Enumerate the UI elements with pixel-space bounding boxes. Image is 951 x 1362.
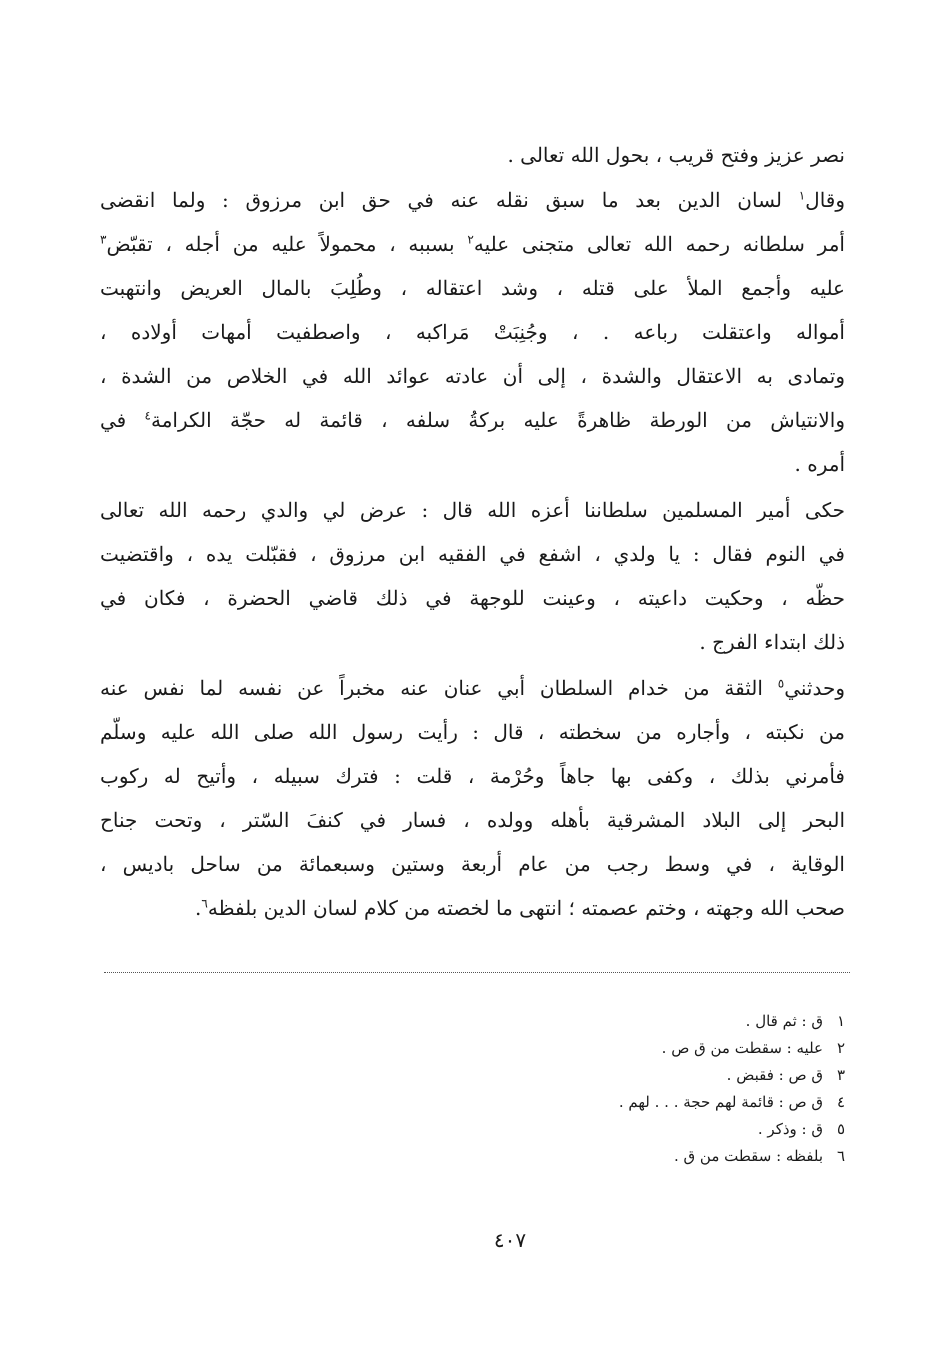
footnote-text: بلفظه : سقطت من ق . [673,1147,823,1165]
text-line: والانتياش من الورطة ظاهرةً عليه بركةُ سلفه ، قائمة له حجّة الكرامة$^٤$ في [100,408,845,432]
footnote-text: عليه : سقطت من ق ص . [661,1039,823,1057]
footnote-number: ٣ [836,1066,845,1084]
footnote [100,1008,845,1035]
footnote-text: ق : وذكر . [757,1120,823,1138]
footnote-ref: ٤ [144,408,151,423]
page-number: ٤٠٧ [493,1228,527,1252]
footnote-ref: ٣ [100,232,107,247]
footnote-text: ق ص : قائمة لهم حجة . . . لهم . [618,1093,823,1111]
footnote-ref: ١ [798,188,806,203]
text-line: البحر إلى البلاد المشرقية بأهله وولده ، فسار في كنفَ السّتر ، وتحت جناح [100,808,845,832]
footnote [100,1116,845,1143]
text-line: نصر عزيز وفتح قريب ، بحول الله تعالى . [507,143,845,167]
text-line: عليه وأجمع الملأ على قتله ، وشد اعتقاله ، وطُلِبَ بالمال العريض وانتهبت [100,276,845,300]
text-line: حكى أمير المسلمين سلطاننا أعزه الله قال : عرض لي والدي رحمه الله تعالى [100,498,845,522]
text-line: ذلك ابتداء الفرج . [699,630,845,654]
text-line: فأمرني بذلك ، وكفى بها جاهاً وحُرْمة ، قلت : فترك سبيله ، وأتيح له ركوب [100,764,845,788]
text-line: أمر سلطانه رحمه الله تعالى متجنى عليه$^٢$ بسببه ، محمولاً عليه من أجله ، تقبّض$^٣$ [100,232,845,256]
text-line: أمره . [794,452,845,476]
text-line: صحب الله وجهته ، وختم عصمته ؛ انتهى ما لخصته من كلام لسان الدين بلفظه$^٦$. [195,896,845,920]
text-line: الوقاية ، في وسط رجب من عام أربعة وستين وسبعمائة من ساحل باديس ، [100,852,845,876]
footnote [100,1062,845,1089]
text-line: أمواله واعتقلت رباعه . ، وجُنِبَتْ مَراكبه ، واصطفيت أمهات أولاده ، [100,320,845,344]
footnote-number: ٢ [836,1039,845,1057]
text-line: وقال$^١$ لسان الدين بعد ما سبق نقله عنه في حق ابن مرزوق : ولما انقضى [100,188,845,212]
footnote [100,1035,845,1062]
footnote-separator [104,972,850,973]
text-line: في النوم فقال : يا ولدي ، اشفع في الفقيه ابن مرزوق ، فقبّلت يده ، واقتضيت [100,542,845,566]
text-line: وحدثني$^٥$ الثقة من خدام السلطان أبي عنان عنه مخبراً عن نفسه لما نفس عنه [100,676,845,700]
footnote-number: ١ [836,1012,845,1030]
footnote-number: ٤ [836,1093,845,1111]
footnote-number: ٥ [836,1120,845,1138]
footnote [100,1089,845,1116]
footnote-number: ٦ [836,1147,845,1165]
footnote-ref: ٥ [777,676,785,691]
text-line: حظّه ، وحكيت داعيته ، وعينت للوجهة في ذلك قاضي الحضرة ، فكان في [100,586,845,610]
footnotes [100,1008,845,1170]
footnote-ref: ٦ [201,896,208,911]
footnote [100,1143,845,1170]
footnote-ref: ٢ [467,232,474,247]
text-line: وتمادى به الاعتقال والشدة ، إلى أن عادته عوائد الله في الخلاص من الشدة ، [100,364,845,388]
footnote-text: ق ص : فقبض . [726,1066,823,1084]
footnote-text: ق : ثم قال . [745,1012,823,1030]
text-line: من نكبته ، وأجاره من سخطته ، قال : رأيت رسول الله صلى الله عليه وسلّم [100,720,845,744]
